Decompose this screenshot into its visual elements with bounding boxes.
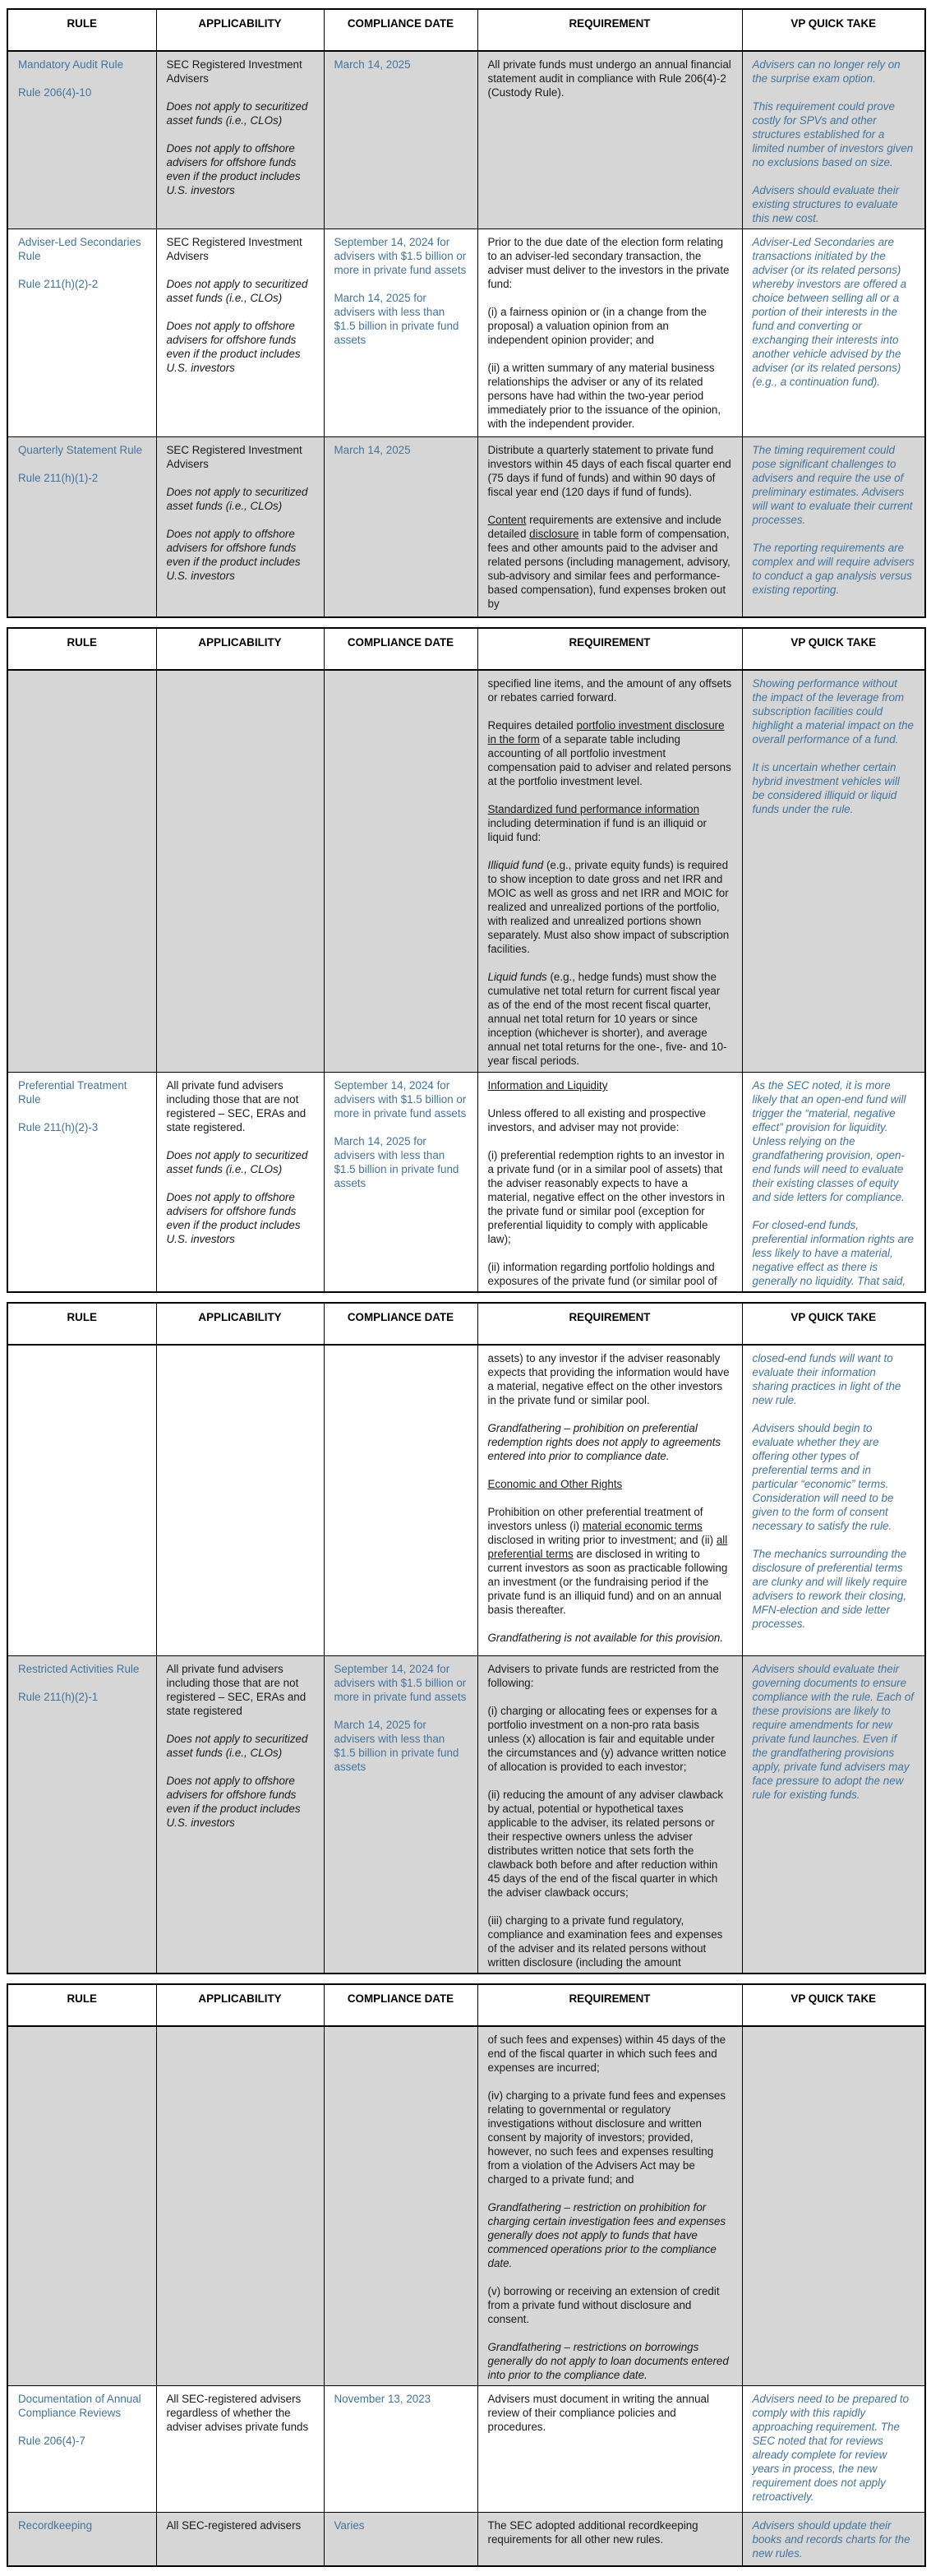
- paragraph: [488, 1260, 732, 1288]
- text-run: Prior to the due date of the election form relating to an adviser-led secondary transaction, the adviser must deliver to the investors in the private fund:: [487, 236, 730, 290]
- paragraph: [18, 2392, 146, 2420]
- paragraph: [167, 1732, 314, 1760]
- cell-rule: [7, 2026, 156, 2386]
- text-run: It is uncertain whether certain hybrid investment vehicles will be considered illiquid or liquid funds under the rule.: [752, 760, 900, 815]
- cell-compliance-date: [324, 1345, 477, 1655]
- text-run: material economic terms: [582, 1520, 703, 1532]
- text-run: Does not apply to securitized asset funds (i.e., CLOs): [166, 100, 308, 127]
- text-run: assets) to any investor if the adviser reasonably expects that providing the information would have a material, negative effect on the other investors in the private fund or similar pool.: [487, 1352, 730, 1406]
- table-row: [7, 670, 925, 1073]
- paragraph: [488, 2392, 732, 2434]
- paragraph: [167, 1662, 314, 1718]
- cell-vp-quick-take: [742, 229, 925, 437]
- cell-vp-quick-take: [742, 2026, 925, 2386]
- paragraph: [488, 361, 732, 431]
- table-row: [7, 51, 925, 229]
- paragraph: [488, 58, 732, 99]
- paragraph: [488, 1148, 732, 1246]
- text-run: (e.g., private equity funds) is required to show inception to date gross and net IRR and MOIC as well as gross and net IRR and MOIC for realized and unrealized portions of the portfolio, with realized and unrealized portions shown separately. Must also show impact of subscription facilities.: [487, 858, 730, 955]
- text-run: March 14, 2025 for advisers with less than $1.5 billion in private fund assets: [334, 1135, 459, 1189]
- header-rule: RULE: [7, 9, 156, 51]
- cell-applicability: [156, 2512, 324, 2566]
- text-run: Varies: [334, 2518, 365, 2532]
- header-row: [7, 9, 925, 51]
- paragraph: [334, 1078, 468, 1120]
- cell-vp-quick-take: [742, 51, 925, 229]
- cell-rule: [7, 229, 156, 437]
- cell-requirement: [477, 670, 742, 1073]
- text-run: (e.g., hedge funds) must show the cumulative net total return for current fiscal year as of the end of the most recent fiscal quarter, annual net total return for 10 years or since inception (whichever is shorter), and average annual net total returns for the one-, five- and 10-year fiscal periods.: [487, 970, 727, 1067]
- header-applicability: APPLICABILITY: [156, 1303, 324, 1345]
- paragraph: [167, 2518, 314, 2532]
- paragraph: [488, 1788, 732, 1900]
- text-run: in table form of compensation, fees and other amounts paid to the adviser and related persons (including management, advisory, sub-advisory and similar fees and performance-based compensation), fund expenses broken out by: [487, 528, 731, 610]
- text-run: Illiquid fund: [487, 858, 544, 871]
- table-row: [7, 2026, 925, 2386]
- cell-rule: [7, 670, 156, 1073]
- paragraph: [488, 513, 732, 611]
- text-run: Does not apply to securitized asset funds (i.e., CLOs): [166, 1732, 308, 1759]
- paragraph: [167, 99, 314, 127]
- text-run: All SEC-registered advisers: [166, 2518, 302, 2532]
- paragraph: [488, 858, 732, 956]
- paragraph: [334, 2518, 468, 2532]
- text-run: all preferential terms: [487, 1534, 728, 1560]
- text-run: Rule 211(h)(2)-1: [18, 1690, 99, 1703]
- paragraph: [18, 443, 146, 457]
- text-run: Does not apply to offshore advisers for offshore funds even if the product includes U.S. investors: [166, 320, 301, 374]
- paragraph: [488, 2033, 732, 2075]
- paragraph: [334, 1134, 468, 1190]
- paragraph: [488, 1505, 732, 1617]
- paragraph: [488, 970, 732, 1068]
- text-run: Content: [487, 514, 527, 526]
- cell-rule: [7, 437, 156, 617]
- text-run: The mechanics surrounding the disclosure of preferential terms are clunky and will likely require advisers to rework their closing, MFN-election and side letter processes.: [752, 1548, 907, 1630]
- paragraph: [18, 58, 146, 72]
- table-row: [7, 2385, 925, 2512]
- paragraph: [488, 802, 732, 844]
- cell-vp-quick-take: [742, 437, 925, 617]
- text-run: Does not apply to offshore advisers for offshore funds even if the product includes U.S. investors: [166, 1774, 301, 1829]
- table-row: [7, 437, 925, 617]
- text-run: (v) borrowing or receiving an extension of credit from a private fund without disclosure and consent.: [487, 2284, 720, 2325]
- text-run: March 14, 2025: [334, 444, 411, 456]
- text-run: March 14, 2025 for advisers with less than $1.5 billion in private fund assets: [334, 1718, 459, 1773]
- text-run: March 14, 2025: [334, 58, 411, 71]
- paragraph: [167, 485, 314, 513]
- paragraph: [167, 2392, 314, 2434]
- cell-requirement: [477, 2385, 742, 2512]
- cell-requirement: [477, 437, 742, 617]
- text-run: Advisers should evaluate their governing documents to ensure compliance with the rule. Each of these provisions are likely to require amendments for new private fund launches. Even if the grandfathering provisions apply, private fund advisers may face pressure to adopt the new rule for existing funds.: [752, 1662, 914, 1801]
- text-run: Does not apply to securitized asset funds (i.e., CLOs): [166, 1149, 308, 1175]
- paragraph: [488, 1631, 732, 1645]
- header-requirement: REQUIREMENT: [477, 1984, 742, 2026]
- paragraph: [167, 235, 314, 263]
- text-run: (ii) reducing the amount of any adviser clawback by actual, potential or hypothetical taxes applicable to the adviser, its related persons or their respective owners unless the adviser distributes written notice that sets forth the clawback both before and after reduction within 45 days of the end of the fiscal quarter in which the adviser clawback occurs;: [487, 1788, 724, 1899]
- header-row: [7, 1303, 925, 1345]
- text-run: Grandfathering is not available for this provision.: [487, 1632, 724, 1644]
- text-run: For closed-end funds, preferential information rights are less likely to have a material, negative effect as there is generally no liquidity. That said,: [752, 1219, 914, 1287]
- header-vp-quick-take: VP QUICK TAKE: [742, 9, 925, 51]
- header-vp-quick-take: VP QUICK TAKE: [742, 1984, 925, 2026]
- paragraph: [488, 2089, 732, 2186]
- cell-compliance-date: [324, 1073, 477, 1293]
- paragraph: [488, 1106, 732, 1134]
- text-run: Rule 206(4)-7: [18, 2434, 85, 2447]
- cell-applicability: [156, 51, 324, 229]
- text-run: Grandfathering – restrictions on borrowings generally do not apply to loan documents entered into prior to the compliance date.: [487, 2340, 729, 2381]
- text-run: September 14, 2024 for advisers with $1.5 billion or more in private fund assets: [334, 1079, 467, 1119]
- paragraph: [334, 1718, 468, 1774]
- cell-vp-quick-take: [742, 1345, 925, 1655]
- cell-compliance-date: [324, 670, 477, 1073]
- paragraph: [753, 235, 915, 389]
- paragraph: [488, 235, 732, 291]
- text-run: (iii) charging to a private fund regulatory, compliance and examination fees and expenses of the adviser and its related persons without written disclosure (including the amount: [487, 1914, 723, 1969]
- text-run: (ii) information regarding portfolio holdings and exposures of the private fund (or similar pool of: [487, 1261, 717, 1287]
- rules-table-page-1: [7, 8, 926, 618]
- header-row: [7, 628, 925, 670]
- table-row: [7, 2512, 925, 2566]
- text-run: All private fund advisers including those that are not registered – SEC, ERAs and state registered: [166, 1662, 306, 1717]
- text-run: Showing performance without the impact of the leverage from subscription facilities could highlight a material impact on the overall performance of a fund.: [752, 676, 915, 746]
- paragraph: [488, 1914, 732, 1969]
- paragraph: [18, 2434, 146, 2448]
- cell-applicability: [156, 229, 324, 437]
- compliance-rules-document: [7, 8, 924, 2567]
- paragraph: [488, 1662, 732, 1690]
- text-run: disclosed in writing prior to investment; and (ii): [487, 1534, 717, 1546]
- paragraph: [753, 2392, 915, 2504]
- paragraph: [753, 1078, 915, 1204]
- text-run: Information and Liquidity: [487, 1079, 608, 1092]
- paragraph: [18, 235, 146, 263]
- paragraph: [488, 1078, 732, 1092]
- paragraph: [488, 305, 732, 347]
- text-run: Mandatory Audit Rule: [18, 58, 124, 71]
- text-run: All private fund advisers including those that are not registered – SEC, ERAs and state registered.: [166, 1079, 306, 1133]
- paragraph: [334, 443, 468, 457]
- cell-vp-quick-take: [742, 2512, 925, 2566]
- text-run: Does not apply to securitized asset funds (i.e., CLOs): [166, 486, 308, 512]
- paragraph: [753, 58, 915, 85]
- paragraph: [167, 443, 314, 471]
- paragraph: [18, 1662, 146, 1676]
- text-run: Economic and Other Rights: [487, 1478, 623, 1490]
- paragraph: [18, 85, 146, 99]
- header-applicability: APPLICABILITY: [156, 9, 324, 51]
- header-requirement: REQUIREMENT: [477, 628, 742, 670]
- text-run: Distribute a quarterly statement to private fund investors within 45 days of each fiscal quarter end (75 days if fund of funds) and within 90 days of fiscal year end (120 days if fund of funds).: [487, 444, 731, 498]
- cell-compliance-date: [324, 51, 477, 229]
- paragraph: [488, 718, 732, 788]
- text-run: specified line items, and the amount of any offsets or rebates carried forward.: [487, 676, 732, 704]
- paragraph: [753, 676, 915, 746]
- header-compliance-date: COMPLIANCE DATE: [324, 628, 477, 670]
- cell-requirement: [477, 229, 742, 437]
- paragraph: [753, 1662, 915, 1802]
- paragraph: [753, 443, 915, 527]
- cell-applicability: [156, 2026, 324, 2386]
- cell-vp-quick-take: [742, 1073, 925, 1293]
- text-run: Quarterly Statement Rule: [18, 444, 143, 456]
- text-run: SEC Registered Investment Advisers: [166, 444, 302, 470]
- text-run: (ii) a written summary of any material business relationships the adviser or any of its related persons have had within the two-year period immediately prior to the issuance of the opinion, with the independent provider.: [487, 362, 721, 430]
- header-applicability: APPLICABILITY: [156, 628, 324, 670]
- cell-vp-quick-take: [742, 670, 925, 1073]
- text-run: Advisers should begin to evaluate whether they are offering other types of preferential terms and in particular “economic” terms. Consideration will need to be given to the form of consent necessary to satisfy the rule.: [752, 1422, 894, 1532]
- paragraph: [167, 1190, 314, 1246]
- paragraph: [167, 319, 314, 375]
- text-run: Recordkeeping: [18, 2518, 93, 2532]
- text-run: Restricted Activities Rule: [18, 1662, 140, 1675]
- header-row: [7, 1984, 925, 2026]
- text-run: Advisers need to be prepared to comply with this rapidly approaching requirement. The SEC noted that for reviews already complete for review years in process, the new requirement does not apply retroactively.: [752, 2392, 910, 2503]
- paragraph: [334, 235, 468, 277]
- text-run: Grandfathering – prohibition on preferential redemption rights does not apply to agreements entered into prior to compliance date.: [487, 1422, 721, 1462]
- text-run: SEC Registered Investment Advisers: [166, 236, 302, 262]
- cell-requirement: [477, 2512, 742, 2566]
- cell-compliance-date: [324, 229, 477, 437]
- cell-rule: [7, 2512, 156, 2566]
- header-applicability: APPLICABILITY: [156, 1984, 324, 2026]
- rules-table-page-4: [7, 1983, 926, 2568]
- cell-applicability: [156, 2385, 324, 2512]
- header-compliance-date: COMPLIANCE DATE: [324, 1303, 477, 1345]
- text-run: Rule 211(h)(2)-3: [18, 1121, 99, 1133]
- header-rule: RULE: [7, 1984, 156, 2026]
- paragraph: [18, 1078, 146, 1106]
- header-compliance-date: COMPLIANCE DATE: [324, 9, 477, 51]
- cell-requirement: [477, 2026, 742, 2386]
- text-run: closed-end funds will want to evaluate their information sharing practices in light of the new rule.: [752, 1352, 901, 1406]
- paragraph: [488, 1351, 732, 1407]
- header-requirement: REQUIREMENT: [477, 9, 742, 51]
- table-row: [7, 1345, 925, 1655]
- paragraph: [488, 1704, 732, 1774]
- cell-applicability: [156, 1655, 324, 1974]
- paragraph: [167, 1078, 314, 1134]
- text-run: Rule 206(4)-10: [18, 86, 92, 99]
- cell-vp-quick-take: [742, 2385, 925, 2512]
- text-run: of a separate table including accounting of all portfolio investment compensation paid to adviser and related persons at the portfolio investment level.: [487, 732, 731, 787]
- paragraph: [753, 541, 915, 597]
- text-run: The reporting requirements are complex and will require advisers to conduct a gap analysis versus existing reporting.: [752, 542, 915, 596]
- text-run: Grandfathering – restriction on prohibition for charging certain investigation fees and expenses generally does not apply to funds that have commenced operations prior to the compliance date.: [487, 2200, 726, 2269]
- text-run: Unless offered to all existing and prospective investors, and adviser may not provide:: [487, 1107, 706, 1133]
- text-run: Does not apply to offshore advisers for offshore funds even if the product includes U.S. investors: [166, 142, 301, 196]
- cell-requirement: [477, 1345, 742, 1655]
- cell-compliance-date: [324, 2026, 477, 2386]
- cell-rule: [7, 2385, 156, 2512]
- paragraph: [167, 1148, 314, 1176]
- paragraph: [18, 1120, 146, 1134]
- text-run: November 13, 2023: [334, 2392, 431, 2405]
- cell-rule: [7, 1073, 156, 1293]
- paragraph: [753, 1218, 915, 1288]
- text-run: March 14, 2025 for advisers with less than $1.5 billion in private fund assets: [334, 292, 459, 346]
- cell-applicability: [156, 1345, 324, 1655]
- text-run: Adviser-Led Secondaries Rule: [18, 236, 141, 262]
- paragraph: [488, 2284, 732, 2326]
- text-run: Prohibition on other preferential treatment of investors unless (i): [487, 1506, 703, 1532]
- text-run: (i) preferential redemption rights to an investor in a private fund (or in a similar pool of assets) that the adviser reasonably expects to have a material, negative effect on the other investors in the private fund or similar pool (exception for preferential liquidity to comply with applicable law);: [487, 1149, 726, 1245]
- paragraph: [753, 1421, 915, 1533]
- text-run: (i) charging or allocating fees or expenses for a portfolio investment on a non-pro rata basis unless (x) allocation is fair and equitable under the circumstances and (y) advance written notice of allocation is provided to each investor;: [487, 1704, 726, 1773]
- paragraph: [488, 2518, 732, 2546]
- paragraph: [753, 2518, 915, 2560]
- header-vp-quick-take: VP QUICK TAKE: [742, 628, 925, 670]
- paragraph: [167, 1774, 314, 1830]
- paragraph: [753, 760, 915, 816]
- text-run: SEC Registered Investment Advisers: [166, 58, 302, 85]
- paragraph: [334, 58, 468, 72]
- text-run: including determination if fund is an illiquid or liquid fund:: [487, 816, 707, 843]
- text-run: of such fees and expenses) within 45 days of the end of the fiscal quarter in which such fees and expenses are incurred;: [487, 2033, 726, 2074]
- text-run: disclosure: [529, 528, 579, 540]
- paragraph: [488, 1477, 732, 1491]
- cell-compliance-date: [324, 1655, 477, 1974]
- text-run: Advisers should evaluate their existing structures to evaluate this new cost.: [752, 184, 900, 224]
- header-rule: RULE: [7, 1303, 156, 1345]
- text-run: Rule 211(h)(1)-2: [18, 472, 99, 484]
- cell-compliance-date: [324, 2512, 477, 2566]
- text-run: Adviser-Led Secondaries are transactions initiated by the adviser (or its related persons) whereby investors are offered a choice between selling all or a portion of their interests in the fund and converting or exchanging their interests into another vehicle advised by the adviser (or its related persons) (e.g., a continuation fund).: [752, 236, 907, 388]
- text-run: Does not apply to securitized asset funds (i.e., CLOs): [166, 278, 308, 304]
- cell-applicability: [156, 670, 324, 1073]
- paragraph: [18, 471, 146, 485]
- text-run: September 14, 2024 for advisers with $1.5 billion or more in private fund assets: [334, 1662, 467, 1703]
- paragraph: [334, 1662, 468, 1704]
- text-run: Does not apply to offshore advisers for offshore funds even if the product includes U.S. investors: [166, 528, 301, 582]
- header-rule: RULE: [7, 628, 156, 670]
- paragraph: [167, 58, 314, 85]
- text-run: (i) a fairness opinion or (in a change from the proposal) a valuation opinion from an independent opinion provider; and: [487, 306, 707, 346]
- text-run: September 14, 2024 for advisers with $1.5 billion or more in private fund assets: [334, 236, 467, 276]
- paragraph: [488, 676, 732, 704]
- text-run: are disclosed in writing to current investors as soon as practicable following an investment (or the fundraising period if the private fund is an illiquid fund) and on an annual basis thereafter.: [487, 1548, 728, 1616]
- paragraph: [488, 443, 732, 499]
- cell-compliance-date: [324, 2385, 477, 2512]
- text-run: Advisers must document in writing the annual review of their compliance policies and procedures.: [487, 2392, 709, 2433]
- cell-rule: [7, 1345, 156, 1655]
- paragraph: [488, 2200, 732, 2270]
- text-run: Standardized fund performance information: [487, 802, 700, 815]
- paragraph: [334, 291, 468, 347]
- cell-rule: [7, 51, 156, 229]
- header-requirement: REQUIREMENT: [477, 1303, 742, 1345]
- cell-applicability: [156, 437, 324, 617]
- text-run: (iv) charging to a private fund fees and expenses relating to governmental or regulatory investigations without disclosure and written consent by majority of investors; provided, however, no such fees and expenses resulting from a violation of the Advisers Act may be charged to a private fund; and: [487, 2089, 726, 2186]
- paragraph: [334, 2392, 468, 2406]
- text-run: requirements are extensive and include detailed: [487, 514, 721, 540]
- paragraph: [488, 2340, 732, 2382]
- paragraph: [167, 277, 314, 305]
- paragraph: [18, 277, 146, 291]
- cell-vp-quick-take: [742, 1655, 925, 1974]
- paragraph: [18, 1690, 146, 1704]
- cell-rule: [7, 1655, 156, 1974]
- text-run: Advisers should update their books and records charts for the new rules.: [752, 2518, 910, 2560]
- text-run: Advisers to private funds are restricted from the following:: [487, 1662, 719, 1689]
- text-run: Does not apply to offshore advisers for offshore funds even if the product includes U.S. investors: [166, 1191, 301, 1245]
- paragraph: [753, 183, 915, 225]
- paragraph: [18, 2518, 146, 2532]
- text-run: Requires detailed: [487, 718, 577, 732]
- cell-applicability: [156, 1073, 324, 1293]
- text-run: Liquid funds: [487, 970, 547, 983]
- rules-table-page-3: [7, 1302, 926, 1974]
- paragraph: [488, 1421, 732, 1463]
- text-run: The SEC adopted additional recordkeeping requirements for all other new rules.: [487, 2518, 698, 2546]
- text-run: As the SEC noted, it is more likely that an open-end fund will trigger the “material, negative effect” provision for liquidity. Unless relying on the grandfathering provision, open-end funds will need to evaluate their existing classes of equity and side letters for compliance.: [752, 1079, 906, 1203]
- table-row: [7, 1655, 925, 1974]
- text-run: All private funds must undergo an annual financial statement audit in compliance with Rule 206(4)-2 (Custody Rule).: [487, 58, 731, 99]
- text-run: Documentation of Annual Compliance Reviews: [18, 2392, 141, 2419]
- table-row: [7, 229, 925, 437]
- text-run: Advisers can no longer rely on the surprise exam option.: [752, 58, 901, 85]
- header-vp-quick-take: VP QUICK TAKE: [742, 1303, 925, 1345]
- cell-requirement: [477, 51, 742, 229]
- rules-table-page-2: [7, 627, 926, 1294]
- table-row: [7, 1073, 925, 1293]
- header-compliance-date: COMPLIANCE DATE: [324, 1984, 477, 2026]
- paragraph: [753, 1547, 915, 1631]
- text-run: All SEC-registered advisers regardless of whether the adviser advises private funds: [166, 2392, 309, 2433]
- text-run: The timing requirement could pose significant challenges to advisers and require the use of preliminary estimates. Advisers will want to evaluate their current processes.: [752, 444, 913, 526]
- paragraph: [167, 141, 314, 197]
- paragraph: [753, 99, 915, 169]
- text-run: portfolio investment disclosure in the form: [487, 718, 725, 746]
- cell-requirement: [477, 1073, 742, 1293]
- paragraph: [167, 527, 314, 583]
- paragraph: [753, 1351, 915, 1407]
- text-run: This requirement could prove costly for SPVs and other structures established for a limited number of investors given no exclusions based on size.: [752, 100, 914, 169]
- text-run: Rule 211(h)(2)-2: [18, 278, 99, 290]
- cell-compliance-date: [324, 437, 477, 617]
- text-run: Preferential Treatment Rule: [18, 1079, 127, 1106]
- cell-requirement: [477, 1655, 742, 1974]
